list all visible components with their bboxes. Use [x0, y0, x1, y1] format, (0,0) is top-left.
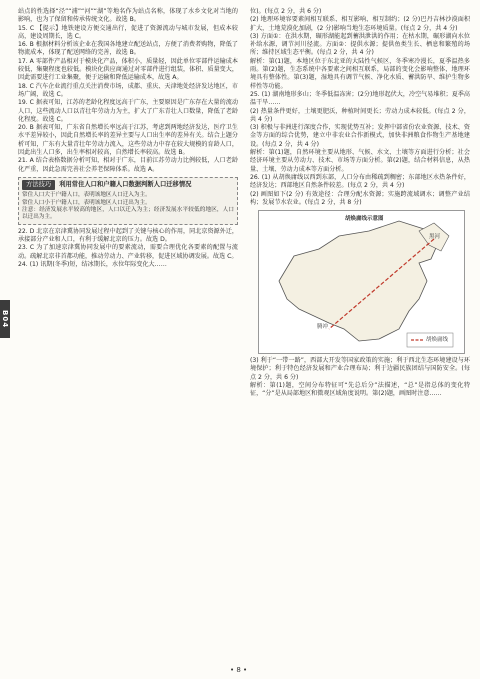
- page-number: • 8 •: [230, 666, 248, 674]
- paragraph: 位)。(每点 2 分，共 6 分): [250, 8, 322, 15]
- paragraph: (2) 热量条件更好，土壤更肥沃，种植时间更长；劳动力成本较低。(每点 2 分，共 4 分): [250, 107, 470, 123]
- method-tip-box: [18, 177, 238, 225]
- paragraph: 20. B 据表可知，广东省自然增长率远高于江苏，考虑到两地经济发达，医疗卫生水平差异较小，因此自然增长率的差异主要与人口出生率的差异有关。结合上题分析可知，广东有大量青壮年劳动力流入，这些劳动力中存在较大规模的育龄人口，因此出生人口多，出生率相对较高，自然增长率较高。故选 B。: [18, 124, 238, 157]
- paragraph: 15. C 【提示】地铁建设方便交通出行，促进了资源流动与城市发展，但成本较高，建设周期长，选 C。: [18, 24, 238, 40]
- map-label-tengchong: 腾冲: [317, 324, 329, 331]
- paragraph: 22. D 北京在京津冀协同发展过程中起到了关键与核心的作用，同北京资源外迁，承接部分产业和人口，有利于缓解北京的压力。故选 D。: [18, 227, 238, 244]
- paragraph: (3) 利于“一带一路”，西部大开发等国家政策的实施；利于西北生态环境建设与环境保护；利于特色经济发展和产业合理布局；利于边疆民族团结与国防安全。(每点 2 分，共 6 分): [250, 357, 470, 381]
- answer-page: [18, 8, 474, 668]
- paragraph: 25. (1) 湖南地形多山；冬季低温冻害；(2分)地形起伏大，冷空气易堆积；夏季高温干旱……: [250, 90, 470, 107]
- right-column: [250, 8, 470, 399]
- map-label-heihe: 黑河: [429, 234, 441, 241]
- paragraph: 解析：第(1)题，自然环境主要从地形、气候、水文、土壤等方面进行分析；社会经济环境主要从劳动力、技术、市场等方面分析。第(2)题，结合材料信息，从热量、土壤、劳动力成本等方面分析。: [250, 149, 470, 173]
- paragraph: 21. A 结合表格数据分析可知，相对于广东，目前江苏劳动力比例较低，人口老龄化严重，因此急需完善社会养老保障体系。故选 A。: [18, 157, 238, 173]
- paragraph: (2) 地理环境容要素间相互联系、相互影响、相互制约；(2 分)巴丹吉林沙漠面积扩大，土地荒漠化加剧，(2 分)影响当地生态环境质量。(每点 2 分，共 4 分): [250, 16, 470, 32]
- china-map-figure: [258, 210, 465, 354]
- paragraph: 解析：第(1)题，本地区位于东北亚的大陆性气候区，冬季寒冷漫长，夏季温热多雨。第(2)题，生态系统中各要素之间相互联系，局部的变化会影响整体，地理环境具有整体性。第(3)题，湿地具有调节气候、净化水质、蓄洪防旱、维护生物多样性等功能。: [250, 57, 470, 90]
- paragraph: (3) 积极与非洲进行深度合作，实现优势互补；发挥中部省份农业资源、技术、资金等方面的综合优势，建立中非农业合作新模式，加快非洲粮食作物生产基地建设。(每点 2 分，共 4 分): [250, 124, 470, 148]
- paragraph: (2) 画图如下(2 分) 有效途径：合理分配水资源；实施跨流域调水；调整产业结构；发展节水农业。(每点 2 分，共 8 分): [250, 190, 470, 206]
- paragraph: 23. C 为了加速京津冀协同发展中的要素流动，需要合理优化各要素的配置与流动。疏解北京非首都功能，推动劳动力、产业转移，促进区域协调发展。故选 C。: [18, 244, 238, 260]
- paragraph: 16. B 根据材料分析该企业在我国各地建立配送站点，方便了消费者购物，降低了物流成本，体现了配送网络的完善，故选 B。: [18, 41, 238, 57]
- map-legend: 胡焕庸线: [426, 337, 449, 344]
- paragraph: 18. C 汽车企业流行重点关注消费市场，成都、重庆、天津地处经济发达地区，市场广阔，故选 C。: [18, 82, 238, 98]
- paragraph: 24. (1) 讯期(冬季)短，结冰期长，水位年际变化大……: [18, 261, 167, 269]
- paragraph: 26. (1) 从胡焕庸线以西到东部，人口分布由稀疏到稠密；东部地区水热条件好，经济发达；西部地区自然条件较差。(每点 2 分，共 4 分): [250, 173, 470, 190]
- tip-title: 利用常住人口和户籍人口数据判断人口迁移情况: [59, 180, 192, 188]
- side-tab: B04: [0, 300, 10, 338]
- paragraph: (3) 方面①：在洪水期，碾形湖能起到蓄洪泄洪的作用；在枯水期，碾形湖向水位补给水源，调节河川径流。方面②：提供水源；提供鱼类生长、栖息和繁殖的场所；维持区域生态平衡。(每点 2 分，共 4 分): [250, 32, 470, 57]
- tip-row: 注意：经济发展水平较高的地区，人口以迁入为主；经济发展水平较低的地区，人口以迁出为主。: [22, 207, 234, 221]
- tip-row: 常住人口大于户籍人口，表明该地区人口迁入为主。: [22, 192, 151, 199]
- paragraph: 站点的性选择“泾”“浦”“河”“湖”等地名作为站点名称，体现了水乡文化对当地的影响，也为了保留和传承传统文化。故选 B。: [18, 8, 238, 24]
- map-title: 胡焕庸线示意图: [345, 216, 384, 223]
- paragraph: 19. C 据表可知，江苏的老龄化程度远高于广东，主要原因是广东存在大量的流动人口，这些流动人口以青壮年劳动力为主，扩大了广东青壮人口数量，降低了老龄化程度。故选 C。: [18, 99, 238, 123]
- paragraph: 解析：第(1)题，空间分布特征可“先总后分”法描述，“总”是指总体的变化特征，“分”是从局部地区和微观区域角度说明。第(2)题，画图时注意……: [250, 382, 470, 398]
- tip-tag: 方法技巧: [22, 180, 55, 190]
- left-column: [18, 8, 238, 269]
- paragraph: 17. A 零部件产品相对于模块化产品，体积小，质量轻，因此单位零部件运输成本较低，集聚程度也较低。模块化供应商通过对零部件进行组装，体积、质量变大，因此需要进行工业集聚，便于运输和降低运输成本，故选 A。: [18, 57, 238, 82]
- tip-row: 常住人口小于户籍人口，表明该地区人口迁出为主。: [22, 199, 151, 206]
